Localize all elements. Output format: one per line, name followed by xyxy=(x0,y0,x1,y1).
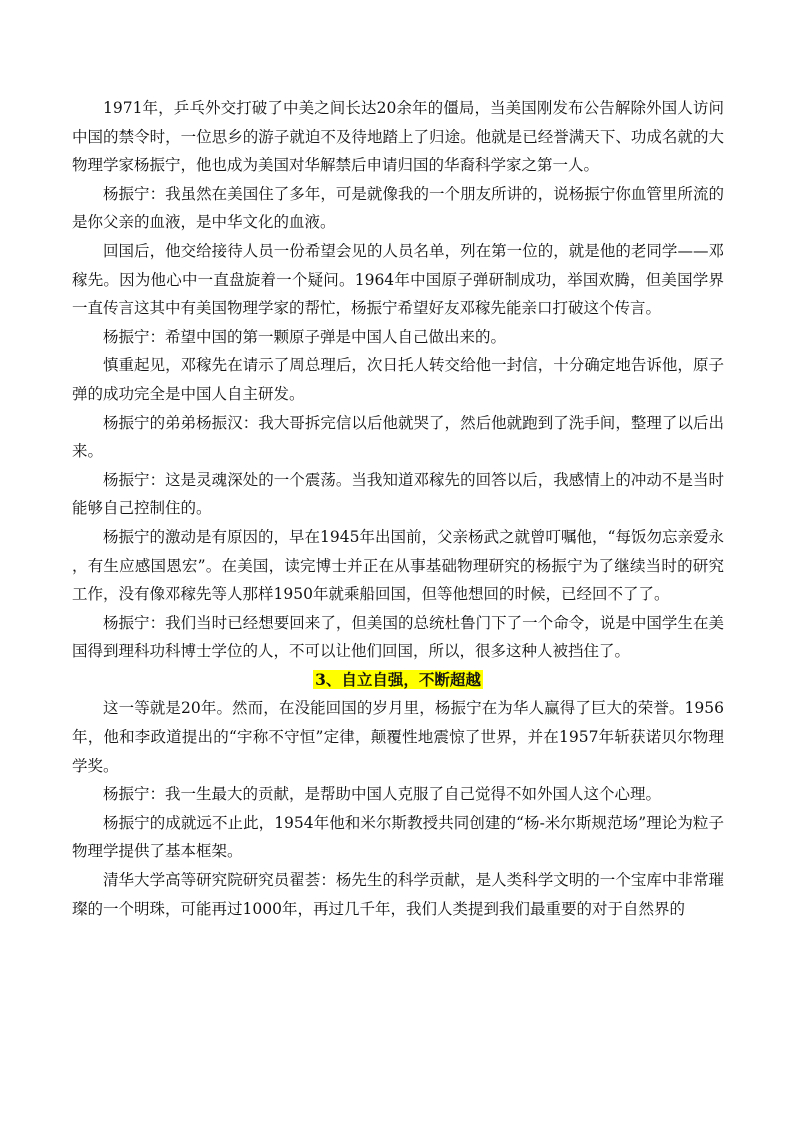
paragraph-11: 杨振宁：我一生最大的贡献，是帮助中国人克服了自己觉得不如外国人这个心理。 xyxy=(103,785,662,804)
paragraph-9: 杨振宁：我们当时已经想要回来了，但美国的总统杜鲁门下了一个命令，说是中国学生在美国得到理科功科博士学位的人，不可以让他们回国，所以，很多这种人被挡住了。 xyxy=(72,613,724,661)
paragraph-7: 杨振宁：这是灵魂深处的一个震荡。当我知道邓稼先的回答以后，我感情上的冲动不是当时能够自己控制住的。 xyxy=(72,470,724,518)
paragraph-8: 杨振宁的激动是有原因的，早在1945年出国前，父亲杨武之就曾叮嘱他，“每饭勿忘亲爱永 ，有生应感国恩宏”。在美国，读完博士并正在从事基础物理研究的杨振宁为了继续当时的研究工作，没有像邓稼先等人那样1950年就乘船回国，但等他想回的时候，已经回不了了。 xyxy=(72,527,724,604)
paragraph-12: 杨振宁的成就远不止此，1954年他和米尔斯教授共同创建的“杨-米尔斯规范场”理论为粒子物理学提供了基本框架。 xyxy=(72,813,724,861)
paragraph-6: 杨振宁的弟弟杨振汉：我大哥拆完信以后他就哭了，然后他就跑到了洗手间，整理了以后出来。 xyxy=(72,413,724,461)
paragraph-4: 杨振宁：希望中国的第一颗原子弹是中国人自己做出来的。 xyxy=(103,327,507,346)
paragraph-13: 清华大学高等研究院研究员翟荟：杨先生的科学贡献，是人类科学文明的一个宝库中非常璀璨的一个明珠，可能再过1000年，再过几千年，我们人类提到我们最重要的对于自然界的 xyxy=(72,871,724,918)
document-page xyxy=(72,94,724,923)
paragraph-3: 回国后，他交给接待人员一份希望会见的人员名单，列在第一位的，就是他的老同学——邓稼先。因为他心中一直盘旋着一个疑问。1964年中国原子弹研制成功，举国欢腾，但美国学界一直传言这其中有美国物理学家的帮忙，杨振宁希望好友邓稼先能亲口打破这个传言。 xyxy=(72,241,724,318)
paragraph-2: 杨振宁：我虽然在美国住了多年，可是就像我的一个朋友所讲的，说杨振宁你血管里所流的是你父亲的血液，是中华文化的血液。 xyxy=(72,184,724,232)
section-heading-text: 3、自立自强，不断超越 xyxy=(315,669,481,689)
paragraph-5: 慎重起见，邓稼先在请示了周总理后，次日托人转交给他一封信，十分确定地告诉他，原子弹的成功完全是中国人自主研发。 xyxy=(72,356,724,403)
paragraph-10: 这一等就是20年。然而，在没能回国的岁月里，杨振宁在为华人赢得了巨大的荣誉。1956年，他和李政道提出的“宇称不守恒”定律，颠覆性地震惊了世界，并在1957年斩获诺贝尔物理学奖。 xyxy=(72,699,724,775)
section-heading xyxy=(72,666,724,695)
paragraph-1: 1971年，乒乓外交打破了中美之间长达20余年的僵局，当美国刚发布公告解除外国人访问中国的禁令时，一位思乡的游子就迫不及待地踏上了归途。他就是已经誉满天下、功成名就的大物理学家杨振宁，他也成为美国对华解禁后申请归国的华裔科学家之第一人。 xyxy=(72,99,724,175)
